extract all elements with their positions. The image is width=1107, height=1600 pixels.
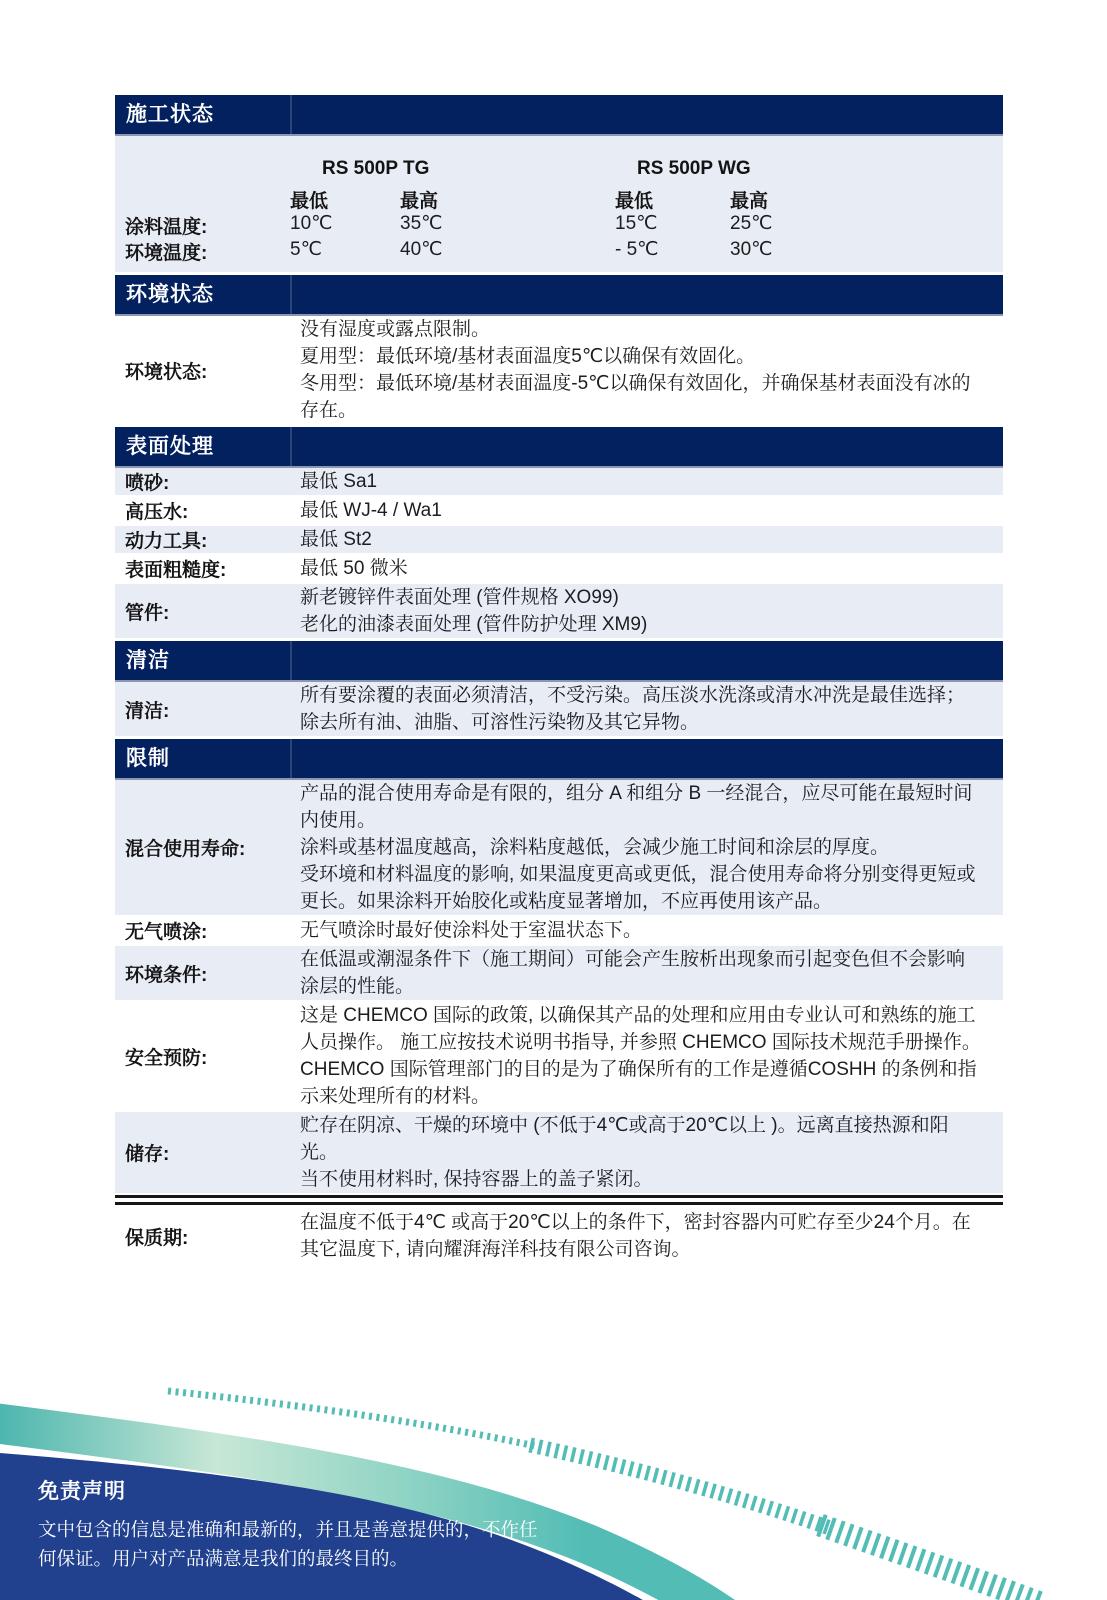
- section-title: 清洁: [126, 649, 170, 672]
- row-content: [290, 526, 1003, 553]
- paragraph: 最低 St2: [300, 529, 372, 550]
- section-title: 表面处理: [126, 435, 214, 458]
- disclaimer-title: 免责声明: [38, 1480, 126, 1503]
- paragraph: 最低 50 微米: [300, 558, 408, 579]
- row-content: [290, 555, 1003, 582]
- row-label: 环境条件:: [125, 964, 208, 986]
- row-label: 安全预防:: [125, 1047, 208, 1069]
- section-bar-environment: [115, 275, 1003, 316]
- product-column-wg: RS 500P WG: [637, 158, 751, 179]
- row-content: [290, 584, 1003, 638]
- row-content: [290, 682, 1003, 736]
- row-content: [290, 316, 1003, 424]
- table-row: [115, 584, 1003, 638]
- max-header: 最高: [730, 191, 769, 212]
- paragraph: 产品的混合使用寿命是有限的，组分 A 和组分 B 一经混合，应尽可能在最短时间内使用。: [300, 783, 973, 831]
- table-row: [115, 526, 1003, 553]
- temp-value: 10℃: [290, 213, 333, 234]
- row-label: 清洁:: [125, 700, 170, 722]
- paragraph: 冬用型：最低环境/基材表面温度-5℃以确保有效固化，并确保基材表面没有冰的存在。: [300, 373, 971, 421]
- table-row: [115, 1002, 1003, 1110]
- section-divider-rule: [115, 1195, 1003, 1205]
- construction-table: [115, 136, 1003, 272]
- section-bar-construction: [115, 95, 1003, 136]
- row-label: 高压水:: [125, 502, 189, 523]
- temp-value: 5℃: [290, 239, 322, 260]
- disclaimer-text: 文中包含的信息是准确和最新的，并且是善意提供的，不作任何保证。用户对产品满意是我们的最终目的。: [38, 1519, 538, 1569]
- row-content: [290, 468, 1003, 495]
- temp-value: 15℃: [615, 213, 658, 234]
- table-row: [115, 316, 1003, 424]
- row-content: [290, 780, 1003, 915]
- paragraph: 无气喷涂时最好使涂料处于室温状态下。: [300, 920, 643, 941]
- tick-stripe-band: [820, 1525, 1040, 1600]
- disclaimer-block: [38, 1475, 558, 1573]
- section-bar-restrictions: [115, 739, 1003, 780]
- row-content: [290, 917, 1003, 944]
- row-content: [290, 1209, 1003, 1263]
- paragraph: 在低温或潮湿条件下（施工期间）可能会产生胺析出现象而引起变色但不会影响涂层的性能。: [300, 949, 966, 997]
- temp-value: 35℃: [400, 213, 443, 234]
- section-title: 施工状态: [126, 103, 214, 126]
- paragraph: 贮存在阴凉、干燥的环境中 (不低于4℃或高于20℃以上 )。远离直接热源和阳光。: [300, 1115, 949, 1163]
- row-content: [290, 1112, 1003, 1193]
- row-label: 环境温度:: [125, 243, 208, 264]
- row-label: 储存:: [125, 1144, 170, 1165]
- section-title: 环境状态: [126, 283, 214, 306]
- section-bar-cleaning: [115, 641, 1003, 682]
- row-label: 无气喷涂:: [125, 922, 208, 943]
- paragraph: 当不使用材料时, 保持容器上的盖子紧闭。: [300, 1169, 653, 1190]
- section-bar-surface: [115, 427, 1003, 468]
- paragraph: 这是 CHEMCO 国际的政策, 以确保其产品的处理和应用由专业认可和熟练的施工人员操作。 施工应按技术说明书指导, 并参照 CHEMCO 国际技术规范手册操作。CHEMCO 国际管理部门的目的是为了确保所有的工作是遵循COSHH 的条例和指示来处理所有的材料。: [300, 1005, 981, 1107]
- row-label: 管件:: [125, 602, 170, 624]
- table-row: [115, 468, 1003, 495]
- paragraph: 受环境和材料温度的影响, 如果温度更高或更低，混合使用寿命将分别变得更短或更长。如果涂料开始胶化或粘度显著增加，不应再使用该产品。: [300, 864, 976, 912]
- temp-value: 30℃: [730, 239, 773, 260]
- paragraph: 老化的油漆表面处理 (管件防护处理 XM9): [300, 614, 648, 635]
- paragraph: 新老镀锌件表面处理 (管件规格 XO99): [300, 587, 619, 608]
- row-label: 动力工具:: [125, 531, 208, 552]
- row-label: 表面粗糙度:: [125, 560, 227, 581]
- paragraph: 涂料或基材温度越高，涂料粘度越低，会减少施工时间和涂层的厚度。: [300, 837, 890, 858]
- table-row: [115, 1209, 1003, 1263]
- min-header: 最低: [290, 191, 329, 212]
- table-row: [115, 555, 1003, 582]
- row-content: [290, 946, 1003, 1000]
- page-footer: [0, 1365, 1107, 1600]
- row-label: 保质期:: [125, 1227, 189, 1249]
- max-header: 最高: [400, 191, 439, 212]
- row-label: 涂料温度:: [125, 217, 208, 238]
- row-content: [290, 497, 1003, 524]
- datasheet-page: [115, 95, 1003, 1265]
- row-content: [290, 1002, 1003, 1110]
- paragraph: 没有湿度或露点限制。: [300, 319, 491, 340]
- table-row: [115, 917, 1003, 944]
- temp-value: 25℃: [730, 213, 773, 234]
- tick-stripe-band: [530, 1445, 830, 1528]
- row-label: 喷砂:: [125, 473, 170, 494]
- paragraph: 所有要涂覆的表面必须清洁，不受污染。高压淡水洗涤或清水冲洗是最佳选择；除去所有油、油脂、可溶性污染物及其它异物。: [300, 685, 966, 733]
- paragraph: 在温度不低于4℃ 或高于20℃以上的条件下，密封容器内可贮存至少24个月。在其它温度下, 请向耀湃海洋科技有限公司咨询。: [300, 1212, 971, 1260]
- row-label: 环境状态:: [125, 361, 208, 383]
- paragraph: 最低 WJ-4 / Wa1: [300, 500, 442, 521]
- min-header: 最低: [615, 191, 654, 212]
- table-row: [115, 682, 1003, 736]
- section-title: 限制: [126, 747, 170, 770]
- temp-value: - 5℃: [615, 239, 659, 260]
- temp-value: 40℃: [400, 239, 443, 260]
- product-column-tg: RS 500P TG: [322, 158, 430, 179]
- paragraph: 最低 Sa1: [300, 471, 378, 492]
- table-row: [115, 1112, 1003, 1193]
- row-label: 混合使用寿命:: [125, 839, 246, 860]
- table-row: [115, 946, 1003, 1000]
- table-row: [115, 780, 1003, 915]
- table-row: [115, 497, 1003, 524]
- paragraph: 夏用型：最低环境/基材表面温度5℃以确保有效固化。: [300, 346, 756, 367]
